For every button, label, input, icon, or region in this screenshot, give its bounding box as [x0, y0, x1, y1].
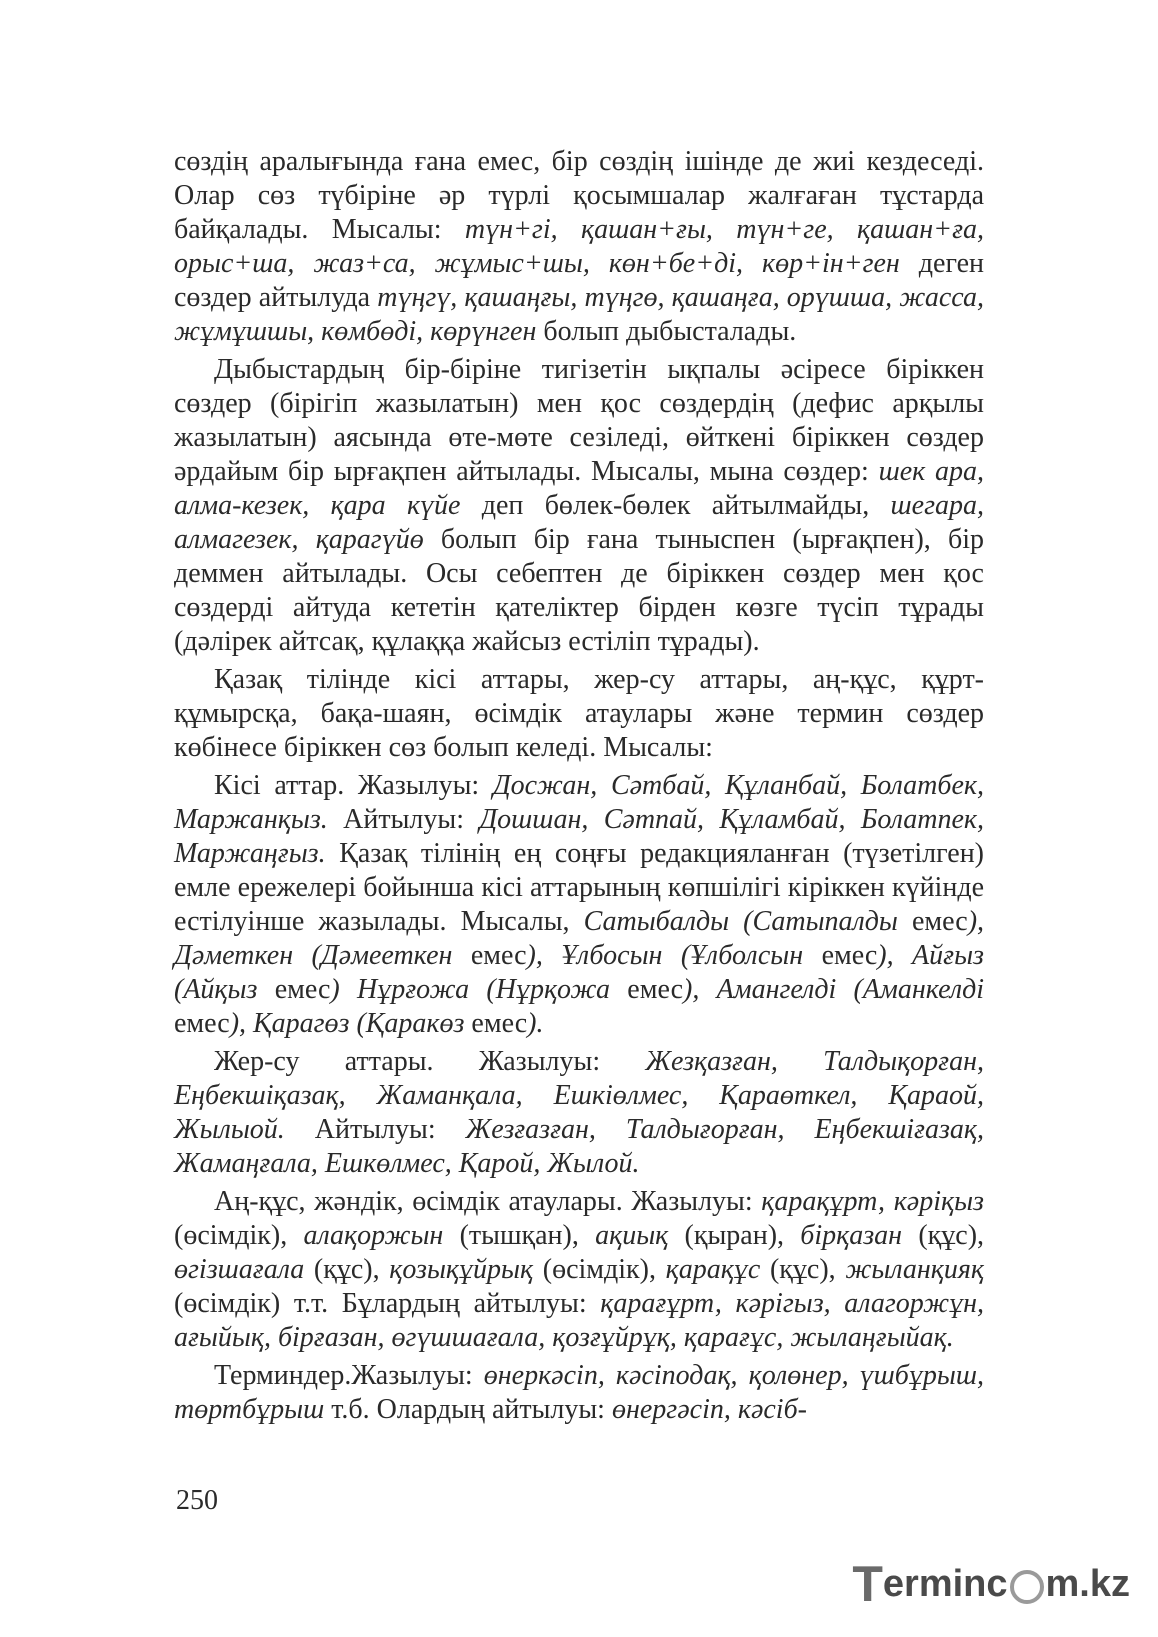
italic-example-text: ), Қарагөз (Қаракөз: [229, 1008, 465, 1039]
italic-example-text: шегара, алмагезек, қарагүйө: [174, 490, 984, 555]
paragraph-text: Айтылуы:: [284, 1114, 466, 1145]
italic-example-text: алақоржын: [303, 1220, 444, 1251]
italic-example-text: ), Айғыз (Айқыз: [174, 940, 984, 1005]
paragraph-text: сөздің аралығында ғана емес, бір сөздің ішінде де жиі кездеседі. Олар сөз түбіріне әр түрлі қосымшалар жалғаған тұстарда байқалады. Мысалы:: [174, 146, 984, 245]
italic-example-text: қарағұрт, кәрігыз, алагоржұн, ағыйық, бірғазан, өгүшшағала, қозғұйрұқ, қарағұс, жылаңғыйақ.: [174, 1288, 984, 1353]
paragraph-text: (қыран),: [668, 1220, 801, 1251]
page-number: 250: [176, 1485, 218, 1516]
paragraph-text: (құс),: [304, 1254, 390, 1285]
paragraph-text: емес: [897, 906, 968, 937]
italic-example-text: қарақұс: [665, 1254, 761, 1285]
italic-example-text: Сатыбалды (Сатыпалды: [583, 906, 898, 937]
italic-example-text: ).: [527, 1008, 544, 1039]
paragraph-text: (өсімдік),: [533, 1254, 666, 1285]
italic-example-text: Дошшан, Сәтпай, Құламбай, Болатпек, Маржаңғыз.: [174, 804, 984, 869]
italic-example-text: өнергәсіп, кәсіб-: [611, 1394, 807, 1425]
body-paragraph: [174, 353, 984, 659]
magnifier-icon: [1010, 1570, 1044, 1604]
body-paragraph: [174, 145, 984, 349]
paragraph-text: болып дыбысталады.: [536, 316, 797, 347]
paragraph-text: емес: [174, 1008, 230, 1039]
paragraph-text: Қазақ тілінде кісі аттары, жер-су аттары, аң-құс, құрт-құмырсқа, бақа-шаян, өсімдік атаулары және термин сөздер көбінесе біріккен сөз болып келеді. Мысалы:: [174, 664, 984, 763]
watermark-text: erminc: [882, 1562, 1008, 1605]
italic-example-text: Досжан, Сәтбай, Құланбай, Болатбек, Маржанқыз.: [174, 770, 984, 835]
italic-example-text: қозықұйрық: [389, 1254, 534, 1285]
italic-example-text: ), Дәметкен (Дәмееткен: [174, 906, 985, 971]
paragraph-text: деген сөздер айтылуда: [174, 248, 984, 313]
italic-example-text: Жезқазған, Талдықорған, Еңбекшіқазақ, Жаманқала, Ешкіөлмес, Қараөткел, Қараой, Жылыой.: [174, 1046, 984, 1145]
italic-example-text: қарақұрт, кәріқыз: [761, 1186, 984, 1217]
body-paragraph: [174, 1359, 984, 1427]
watermark-letter-t: T: [852, 1556, 883, 1612]
paragraph-text: емес: [257, 974, 331, 1005]
paragraph-text: т.б. Олардың айтылуы:: [324, 1394, 612, 1425]
paragraph-text: Аң-құс, жәндік, өсімдік атаулары. Жазылуы:: [214, 1186, 762, 1217]
paragraph-text: емес: [803, 940, 878, 971]
italic-example-text: ақиық: [595, 1220, 669, 1251]
paragraph-text: Қазақ тілінің ең соңғы редакцияланған (түзетілген) емле ережелері бойынша кісі аттарының көпшілігі кіріккен күйінде естілуінше жазылады. Мысалы,: [174, 838, 984, 937]
paragraph-text: Дыбыстардың бір-біріне тигізетін ықпалы әсіресе біріккен сөздер (бірігіп жазылатын) мен қос сөздердің (дефис арқылы жазылатын) аясында өте-мөте сезіледі, өйткені біріккен сөздер әрдайым бір ырғақпен айтылады. Мысалы, мына сөздер:: [174, 354, 984, 487]
paragraph-text: (құс),: [902, 1220, 985, 1251]
paragraph-text: емес: [610, 974, 684, 1005]
paragraph-text: (құс),: [760, 1254, 846, 1285]
paragraph-text: емес: [452, 940, 527, 971]
italic-example-text: өнеркәсіп, кәсіподақ, қолөнер, үшбұрыш, төртбұрыш: [174, 1360, 984, 1425]
body-paragraph: [174, 769, 984, 1041]
italic-example-text: түңгү, қашаңғы, түңгө, қашаңға, орүшша, жасса, жұмұшшы, көмбөді, көрүнген: [174, 282, 985, 347]
italic-example-text: өгізшағала: [174, 1254, 305, 1285]
body-paragraph: [174, 663, 984, 765]
italic-example-text: ), Ұлбосын (Ұлболсын: [526, 940, 804, 971]
italic-example-text: түн+гі, қашан+ғы, түн+ге, қашан+ға, орыс+ша, жаз+са, жұмыс+шы, көн+бе+ді, көр+ін+ген: [174, 214, 984, 279]
italic-example-text: ), Амангелді (Аманкелді: [683, 974, 985, 1005]
paragraph-text: (өсімдік) т.т. Бұлардың айтылуы:: [174, 1288, 601, 1319]
italic-example-text: Жезғазған, Талдығорған, Еңбекшіғазақ, Жамаңғала, Ешкөлмес, Қарой, Жылой.: [174, 1114, 984, 1179]
italic-example-text: бірқазан: [800, 1220, 903, 1251]
page-body: [174, 145, 984, 1431]
italic-example-text: ) Нұрғожа (Нұрқожа: [330, 974, 611, 1005]
paragraph-text: Терминдер.Жазылуы:: [214, 1360, 484, 1391]
paragraph-text: емес: [464, 1008, 528, 1039]
paragraph-text: (өсімдік),: [174, 1220, 304, 1251]
paragraph-text: болып бір ғана тыныспен (ырғақпен), бір деммен айтылады. Осы себептен де біріккен сөздер мен қос сөздерді айтуда кететін қателіктер бірден көзге түсіп тұрады (дәлірек айтсақ, құлаққа жайсыз естіліп тұрады).: [174, 524, 984, 657]
italic-example-text: жыланқияқ: [845, 1254, 984, 1285]
paragraph-text: Айтылуы:: [327, 804, 480, 835]
paragraph-text: Жер-су аттары. Жазылуы:: [214, 1046, 646, 1077]
body-paragraph: [174, 1185, 984, 1355]
paragraph-text: деп бөлек-бөлек айтылмайды,: [460, 490, 891, 521]
paragraph-text: (тышқан),: [443, 1220, 596, 1251]
termincom-watermark-logo: [852, 1555, 1130, 1613]
body-paragraph: [174, 1045, 984, 1181]
paragraph-text: Кісі аттар. Жазылуы:: [214, 770, 493, 801]
italic-example-text: шек ара, алма-кезек, қара күйе: [174, 456, 985, 521]
watermark-domain: m.kz: [1045, 1562, 1130, 1605]
